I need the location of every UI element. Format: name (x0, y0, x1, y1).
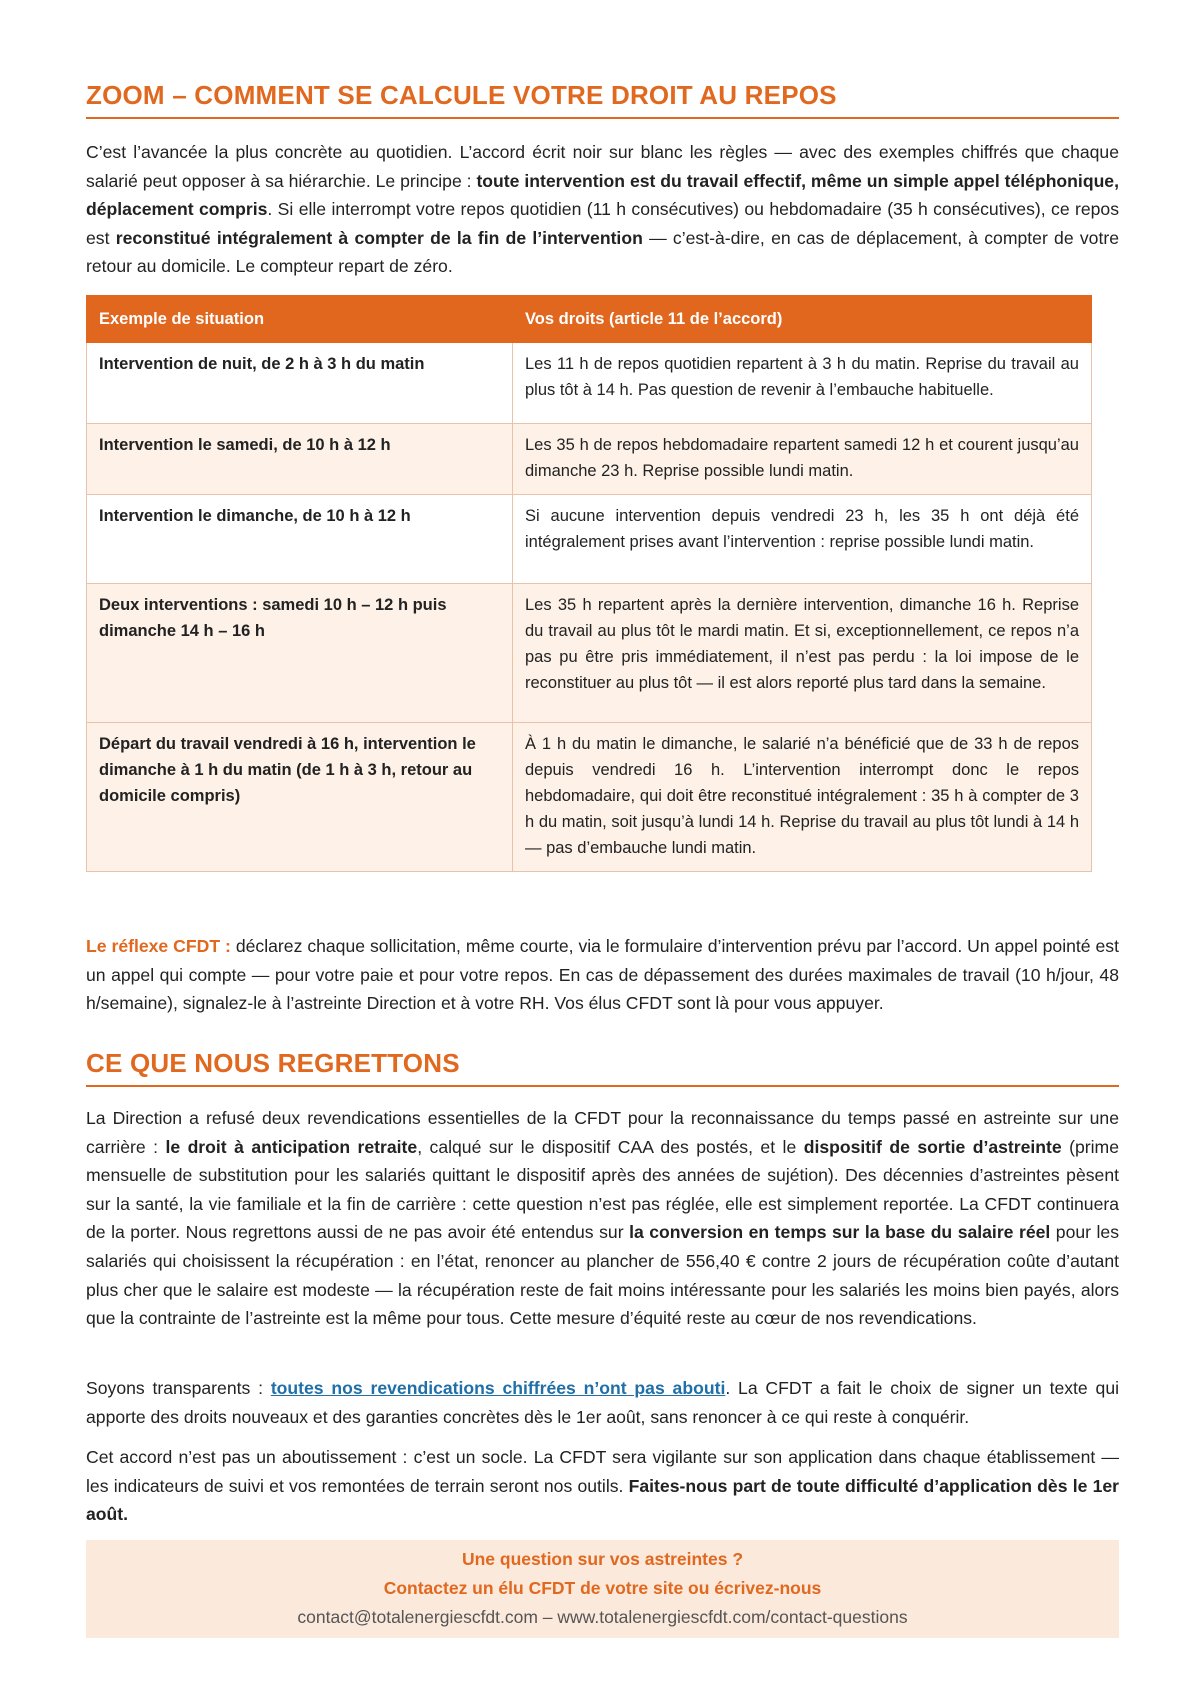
rights-cell: À 1 h du matin le dimanche, le salarié n’a bénéficié que de 33 h de repos depuis vendredi 16 h. L’intervention interrompt donc le repos hebdomadaire, qui doit être reconstitué intégralement : 35 h à compter de 3 h du matin, soit jusqu’à lundi 14 h. Reprise du travail au plus tôt lundi à 14 h — pas d’embauche lundi matin. (513, 723, 1092, 872)
rights-cell: Les 11 h de repos quotidien repartent à 3 h du matin. Reprise du travail au plus tôt à 14 h. Pas question de revenir à l’embauche habituelle. (513, 343, 1092, 424)
regret-bold-3: la conversion en temps sur la base du salaire réel (629, 1222, 1051, 1243)
intro-bold-2: reconstitué intégralement à compter de la fin de l’intervention (115, 227, 643, 248)
regret-text-2: , calqué sur le dispositif CAA des postés, et le (417, 1136, 804, 1157)
table-row (87, 495, 1092, 584)
section-title-regret: CE QUE NOUS REGRETTONS (86, 1048, 1119, 1087)
reflex-paragraph (86, 932, 1119, 1018)
situation-cell: Intervention de nuit, de 2 h à 3 h du matin (87, 343, 513, 424)
contact-invite: Contactez un élu CFDT de votre site ou écrivez-nous (383, 1578, 822, 1598)
regret-text-1: La Direction a refusé deux revendications essentielles de la CFDT pour la reconnaissance du temps passé en astreinte sur une carrière : (86, 1108, 1119, 1157)
regret-bold-1: le droit à anticipation retraite (165, 1136, 418, 1157)
table-row (87, 723, 1092, 872)
column-header-situation: Exemple de situation (87, 296, 513, 343)
socle-bold-1: Faites-nous part de toute difficulté d’application dès le 1er août. (86, 1475, 1119, 1525)
section-title-zoom: ZOOM – COMMENT SE CALCULE VOTRE DROIT AU REPOS (86, 80, 1119, 119)
rights-cell: Les 35 h de repos hebdomadaire repartent samedi 12 h et courent jusqu’au dimanche 23 h. Reprise possible lundi matin. (513, 424, 1092, 495)
contact-details[interactable]: contact@totalenergiescfdt.com – www.totalenergiescfdt.com/contact-questions (297, 1607, 908, 1627)
reflex-label: Le réflexe CFDT : (86, 936, 231, 956)
table-row (87, 424, 1092, 495)
socle-paragraph (86, 1443, 1119, 1529)
intro-paragraph (86, 138, 1119, 281)
intro-bold-1: toute intervention est du travail effectif, même un simple appel téléphonique, déplacement compris (86, 170, 1119, 220)
table-row (87, 584, 1092, 723)
situation-cell: Intervention le dimanche, de 10 h à 12 h (87, 495, 513, 584)
intro-text-2: . Si elle interrompt votre repos quotidien (11 h consécutives) ou hebdomadaire (35 h consécutives), ce repos est (86, 199, 1119, 248)
transparency-paragraph (86, 1374, 1119, 1431)
situation-cell: Intervention le samedi, de 10 h à 12 h (87, 424, 513, 495)
contact-box (86, 1540, 1119, 1638)
socle-text-1: Cet accord n’est pas un aboutissement : c’est un socle. La CFDT sera vigilante sur son application dans chaque établissement — les indicateurs de suivi et vos remontées de terrain seront nos outils. (86, 1447, 1119, 1496)
regret-text-3: (prime mensuelle de substitution pour les salariés quittant le dispositif après des années de sujétion). Des décennies d’astreintes pèsent sur la santé, la vie familiale et la fin de carrière : cette question n’est pas réglée, elle est simplement reportée. La CFDT continuera de la porter. Nous regrettons aussi de ne pas avoir été entendus sur (86, 1136, 1119, 1243)
transparency-text-1: Soyons transparents : (86, 1378, 271, 1398)
contact-question: Une question sur vos astreintes ? (461, 1549, 744, 1569)
situation-cell: Deux interventions : samedi 10 h – 12 h puis dimanche 14 h – 16 h (87, 584, 513, 723)
transparency-text-2: . La CFDT a fait le choix de signer un texte qui apporte des droits nouveaux et des garanties concrètes dès le 1er août, sans renoncer à ce qui reste à conquérir. (86, 1378, 1120, 1427)
table-row (87, 343, 1092, 424)
rights-cell: Si aucune intervention depuis vendredi 23 h, les 35 h ont déjà été intégralement prises avant l’intervention : reprise possible lundi matin. (513, 495, 1092, 584)
intro-text-1: C’est l’avancée la plus concrète au quotidien. L’accord écrit noir sur blanc les règles — avec des exemples chiffrés que chaque salarié peut opposer à sa hiérarchie. Le principe : (86, 142, 1119, 191)
regret-bold-2: dispositif de sortie d’astreinte (803, 1136, 1062, 1157)
regret-paragraph (86, 1104, 1119, 1333)
reflex-text: déclarez chaque sollicitation, même courte, via le formulaire d’intervention prévu par l’accord. Un appel pointé est un appel qui compte — pour votre paie et pour votre repos. En cas de dépassement des durées maximales de travail (10 h/jour, 48 h/semaine), signalez-le à l’astreinte Direction et à votre RH. Vos élus CFDT sont là pour vous appuyer. (86, 936, 1119, 1014)
intro-text-3: — c’est-à-dire, en cas de déplacement, à compter de votre retour au domicile. Le compteur repart de zéro. (86, 227, 1119, 277)
rights-table (86, 295, 1092, 872)
demands-link[interactable]: toutes nos revendications chiffrées n’ont pas abouti (270, 1378, 726, 1398)
table-header-row (87, 296, 1092, 343)
rights-cell: Les 35 h repartent après la dernière intervention, dimanche 16 h. Reprise du travail au plus tôt le mardi matin. Et si, exceptionnellement, ce repos n’a pas pu être pris immédiatement, il n’est pas perdu : la loi impose de le reconstituer au plus tôt — il est alors reporté plus tard dans la semaine. (513, 584, 1092, 723)
regret-text-4: pour les salariés qui choisissent la récupération : en l’état, renoncer au plancher de 556,40 € contre 2 jours de récupération coûte d’autant plus cher que le salaire est modeste — la récupération reste de fait moins intéressante pour les salariés les moins bien payés, alors que la contrainte de l’astreinte est la même pour tous. Cette mesure d’équité reste au cœur de nos revendications. (86, 1222, 1120, 1329)
column-header-rights: Vos droits (article 11 de l’accord) (513, 296, 1092, 343)
situation-cell: Départ du travail vendredi à 16 h, intervention le dimanche à 1 h du matin (de 1 h à 3 h, retour au domicile compris) (87, 723, 513, 872)
